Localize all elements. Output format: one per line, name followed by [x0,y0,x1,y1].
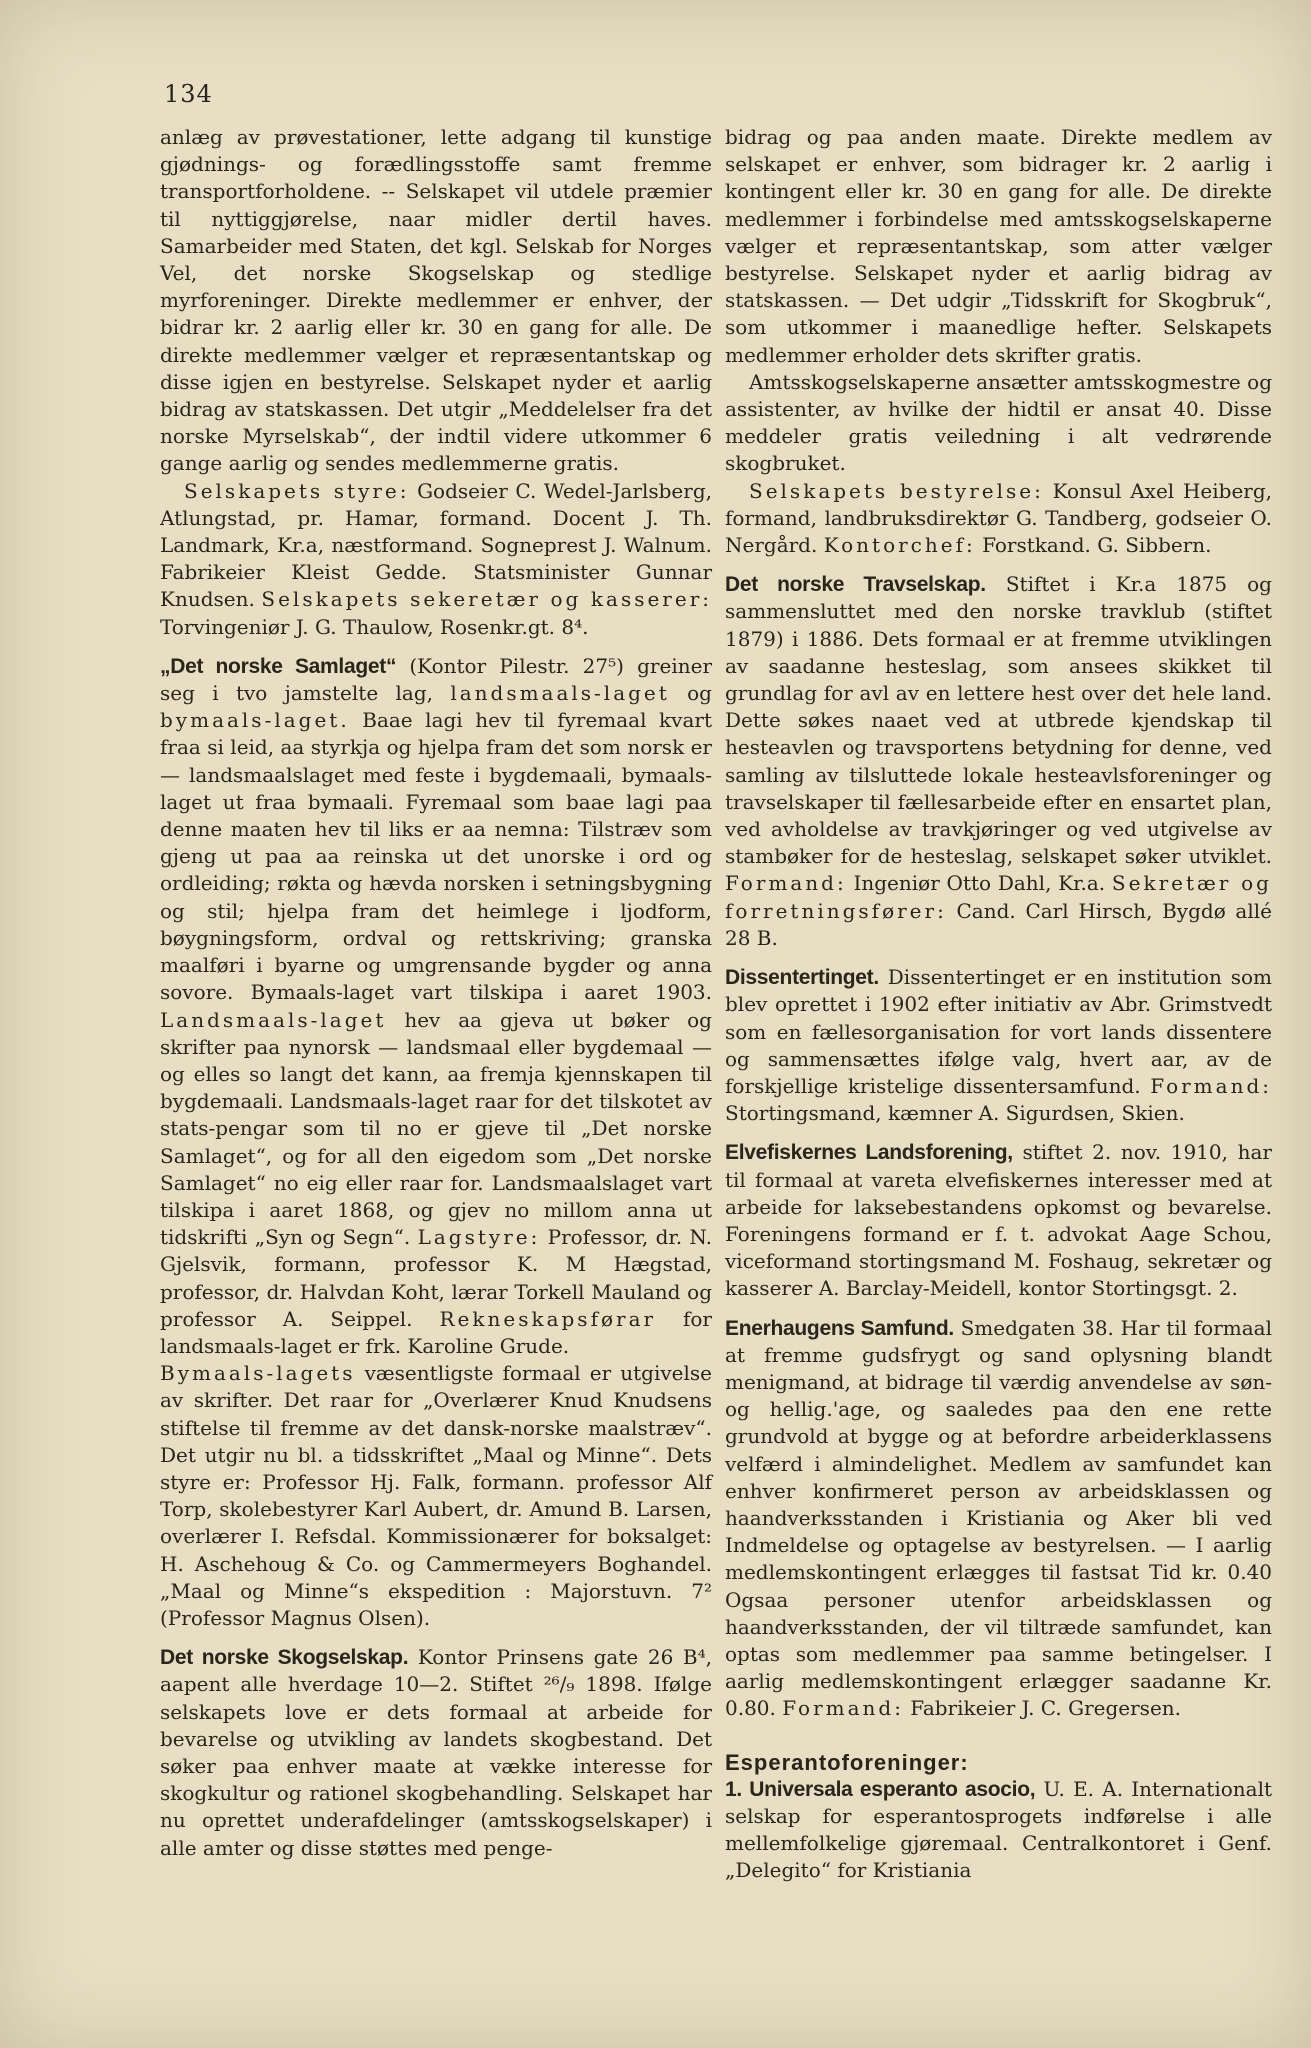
ener-formand-label: Formand: [782,1696,904,1721]
uea-text: U. E. A. Internationalt selskap for esperantosprogets indførelse i alle mellemfolkelige gjøremaal. Centralkontoret i Genf. „Delegito“ for Kristiania [725,1776,1272,1883]
trav-formand-label: Formand: [725,871,847,896]
skog-board-text: Konsul Axel Heiberg, formand, landbruksdirektør G. Tandberg, godseier O. Nergård. [725,478,1272,558]
myrselskab-board-paragraph [160,478,712,641]
diss-formand-text: Stortingsmand, kæmner A. Sigurdsen, Skien. [725,1101,1185,1126]
esperanto-section-heading: Esperantoforeninger: [725,1749,969,1775]
trav-formand-text: Ingeniør Otto Dahl, Kr.a. [846,871,1112,896]
enerhaugens-entry [725,1315,1272,1723]
samlaget-text-a: (Kontor Pilestr. 27⁵) greiner seg i tvo jamstelte lag, [160,653,712,706]
bymaal-text: væsentligste formaal er utgivelse av skrifter. Det raar for „Overlærer Knud Knudsens stiftelse til fremme av det dansk-norske maalstræv“. Det utgir nu bl. a tidsskriftet „Maal og Minne“. Dets styre er: Professor Hj. Falk, formann. professor Alf Torp, skolebestyrer Karl Aubert, dr. Amund B. Larsen, overlærer I. Refsdal. Kommissionærer for boksalget: H. Aschehoug & Co. og Cammermeyers Boghandel. „Maal og Minne“s ekspedition : Majorstuvn. 7² (Professor Magnus Olsen). [160,1361,712,1630]
samlaget-text-c: Baae lagi hev til fyremaal kvart fraa si leid, aa styrkja og hjelpa fram det som norsk er — landsmaalslaget med feste i bygdemaali, bymaals-laget ut fraa bymaali. Fyremaal som baae lagi paa denne maaten hev til liks er aa nemna: Tilstræv som gjeng ut paa aa reinska ut det unorske i ord og ordleiding; røkta og hævda norsken i setningsbygning og stil; hjelpa fram det heimlege i ljodform, bøygningsform, ordval og rettskriving; granska maalføri i byarne og umgrensande bygder og anna sovore. Bymaals-laget vart tilskipa i aaret 1903. [160,708,712,1005]
enerhaugens-heading: Enerhaugens Samfund. [725,1316,954,1340]
samlaget-text-f: for landsmaals-laget er frk. Karoline Grude. [160,1306,712,1358]
skogselskap-heading: Det norske Skogselskap. [160,1646,409,1670]
elvefiskernes-entry [725,1139,1272,1302]
myrselskab-paragraph: anlæg av prøvestationer, lette adgang til kunstige gjødnings- og forædlingsstoffe samt fremme transportforholdene. -- Selskapet vil utdele præmier til nyttiggjørelse, naar midler dertil haves. Samarbeider med Staten, det kgl. Selskab for Norges Vel, det norske Skogselskap og stedlige myrforeninger. Direkte medlemmer er enhver, der bidrar kr. 2 aarlig eller kr. 30 en gang for alle. De direkte medlemmer vælger et repræsentantskap og disse igjen en bestyrelse. Selskapet nyder et aarlig bidrag av statskassen. Det utgir „Meddelelser fra det norske Myrselskab“, der indtil videre utkommer 6 gange aarlig og sendes medlemmerne gratis. [160,125,712,476]
uea-heading: 1. Universala esperanto asocio, [725,1777,1036,1801]
elvefiskernes-text: stiftet 2. nov. 1910, har til formaal at vareta elvefiskernes interesser med at arbeide for laksebestandens opkomst og bevarelse. Foreningens formand er f. t. advokat Aage Schou, viceformand stortingsmand M. Foshaug, sekretær og kasserer A. Barclay-Meidell, kontor Stortingsgt. 2. [725,1140,1272,1301]
skogselskap-text: Kontor Prinsens gate 26 B⁴, aapent alle hverdage 10—2. Stiftet ²⁶/₉ 1898. Ifølge selskapets love er dets formaal at arbeide for bevarelse og utvikling av landets skogbestand. Det søker paa enhver maate at vække interesse for skogkultur og rationel skogbehandling. Selskapet har nu oprettet underafdelinger (amtsskogselskaper) i alle amter og disse støttes med penge- [160,1645,712,1860]
secretary-label: Selskapets sekeretær og kasserer: [261,587,712,612]
samlaget-entry [160,653,712,1360]
trav-sekretaer-label: Sekretær og forretningsfører: [725,871,1272,923]
skog-board-paragraph [725,478,1272,560]
enerhaugens-text: Smedgaten 38. Har til formaal at fremme gudsfrygt og sand oplysning blandt menigmand, at bidrage til værdig anvendelse av søn- og hellig.'age, og saaledes paa den ene rette grundvold at bygge og at befordre arbeiderklassens velfærd i almindelighet. Medlem av samfundet kan enhver konfirmeret person av arbeidsklassen og haandverksstanden i Kristiania og Aker bli ved Indmeldelse og optagelse av bestyrelsen. — I aarlig medlemskontingent erlægges til fastsat Tid kr. 0.40 Ogsaa personer utenfor arbeidsklassen og haandverksstanden, der vil tiltræde samfundet, kan optas som medlemmer paa samme betingelser. I aarlig medlemskontingent erlægger saadanne Kr. 0.80. [725,1315,1272,1721]
dissentertinget-entry [725,964,1272,1127]
skog-board-label: Selskapets bestyrelse: [749,478,1044,503]
uea-entry [725,1776,1272,1885]
board-text: Godseier C. Wedel-Jarlsberg, Atlungstad, pr. Hamar, formand. Docent J. Th. Landmark, Kr.a, næstformand. Sogneprest J. Walnum. Fabrikeier Kleist Gedde. Statsminister Gunnar Knudsen. [160,478,712,612]
bymaal-label: Bymaals-lagets [160,1361,356,1386]
samlaget-rekneskap-label: Rekneskapsførar [439,1306,657,1331]
skog-kontorchef-label: Kontorchef: [823,533,976,558]
samlaget-lag-landsmaal: landsmaals-laget [450,681,670,706]
bymaal-paragraph [160,1360,712,1632]
travselskap-text: Stiftet i Kr.a 1875 og sammensluttet med den norske travklub (stiftet 1879) i 1886. Dets formaal er at fremme utviklingen av saadanne hesteslag, som ansees skikket til grundlag for avl av en lettere hest over det hele land. Dette søkes naaet ved at utbrede kjendskap til hesteavlen og travsportens betydning for denne, ved samling av tilsluttede lokale hesteavlsforeninger og travselskaper til fællesarbeide efter en ensartet plan, ved avholdelse av travkjøringer og ved utgivelse av stambøker for de hesteslag, selskapet søker utviklet. [725,572,1272,869]
skog-kontorchef-text: Forstkand. G. Sibbern. [975,533,1212,558]
samlaget-lagstyre-label: Lagstyre: [417,1225,541,1250]
samlaget-text-b: og [669,681,712,706]
samlaget-text-e: Professor, dr. N. Gjelsvik, formann, professor K. M Hægstad, professor, dr. Halvdan Koht, lærar Torkell Mauland og professor A. Seippel. [160,1225,712,1331]
diss-formand-label: Formand: [1150,1073,1272,1098]
samlaget-lag-bymaal: bymaals-laget. [160,708,350,733]
skogselskap-entry [160,1644,712,1862]
elvefiskernes-heading: Elvefiskernes Landsforening, [725,1141,1013,1165]
travselskap-heading: Det norske Travselskap. [725,573,986,597]
secretary-text: Torvingeniør J. G. Thaulow, Rosenkr.gt. 8⁴. [160,614,589,639]
page-number: 134 [164,80,213,108]
left-column [160,124,712,1862]
trav-sekretaer-text: Cand. Carl Hirsch, Bygdø allé 28 B. [725,898,1272,950]
samlaget-lag-landsmaal-2: Landsmaals-laget [160,1007,387,1032]
dissentertinget-text: Dissentertinget er en institution som blev oprettet i 1902 efter initiativ av Abr. Grimstvedt som en fællesorganisation for vort lands dissentere og sammensættes ifølge valg, hvert aar, av de forskjellige kristelige dissentersamfund. [725,965,1272,1098]
travselskap-entry [725,571,1272,952]
board-label: Selskapets styre: [184,478,410,503]
ener-formand-text: Fabrikeier J. C. Gregersen. [903,1696,1182,1721]
skogselskap-continued: bidrag og paa anden maate. Direkte medlem av selskapet er enhver, som bidrager kr. 2 aarlig i kontingent eller kr. 30 en gang for alle. De direkte medlemmer i forbindelse med amtsskogselskaperne vælger et repræsentantskap, som atter vælger bestyrelse. Selskapet nyder et aarlig bidrag av statskassen. — Det udgir „Tidsskrift for Skogbruk“, som utkommer i maanedlige hefter. Selskapets medlemmer erholder dets skrifter gratis. [725,125,1272,367]
right-column [725,124,1272,1885]
dissentertinget-heading: Dissentertinget. [725,966,879,990]
amtsskog-paragraph: Amtsskogselskaperne ansætter amtsskogmestre og assistenter, av hvilke der hidtil er ansat 40. Disse meddeler gratis veiledning i alt vedrørende skogbruket. [725,369,1272,476]
samlaget-heading: „Det norske Samlaget“ [160,654,397,678]
samlaget-text-d: hev aa gjeva ut bøker og skrifter paa nynorsk — landsmaal eller bygdemaal — og elles so langt det kann, aa fremja kjennskapen til bygdemaali. Landsmaals-laget raar for det tilskotet av stats-pengar som til no er gjeve til „Det norske Samlaget“, og for all den eigedom som „Det norske Samlaget“ no eig eller raar for. Landsmaalslaget vart tilskipa i aaret 1868, og gjev no millom anna ut tidskrifti „Syn og Segn“. [160,1007,712,1250]
